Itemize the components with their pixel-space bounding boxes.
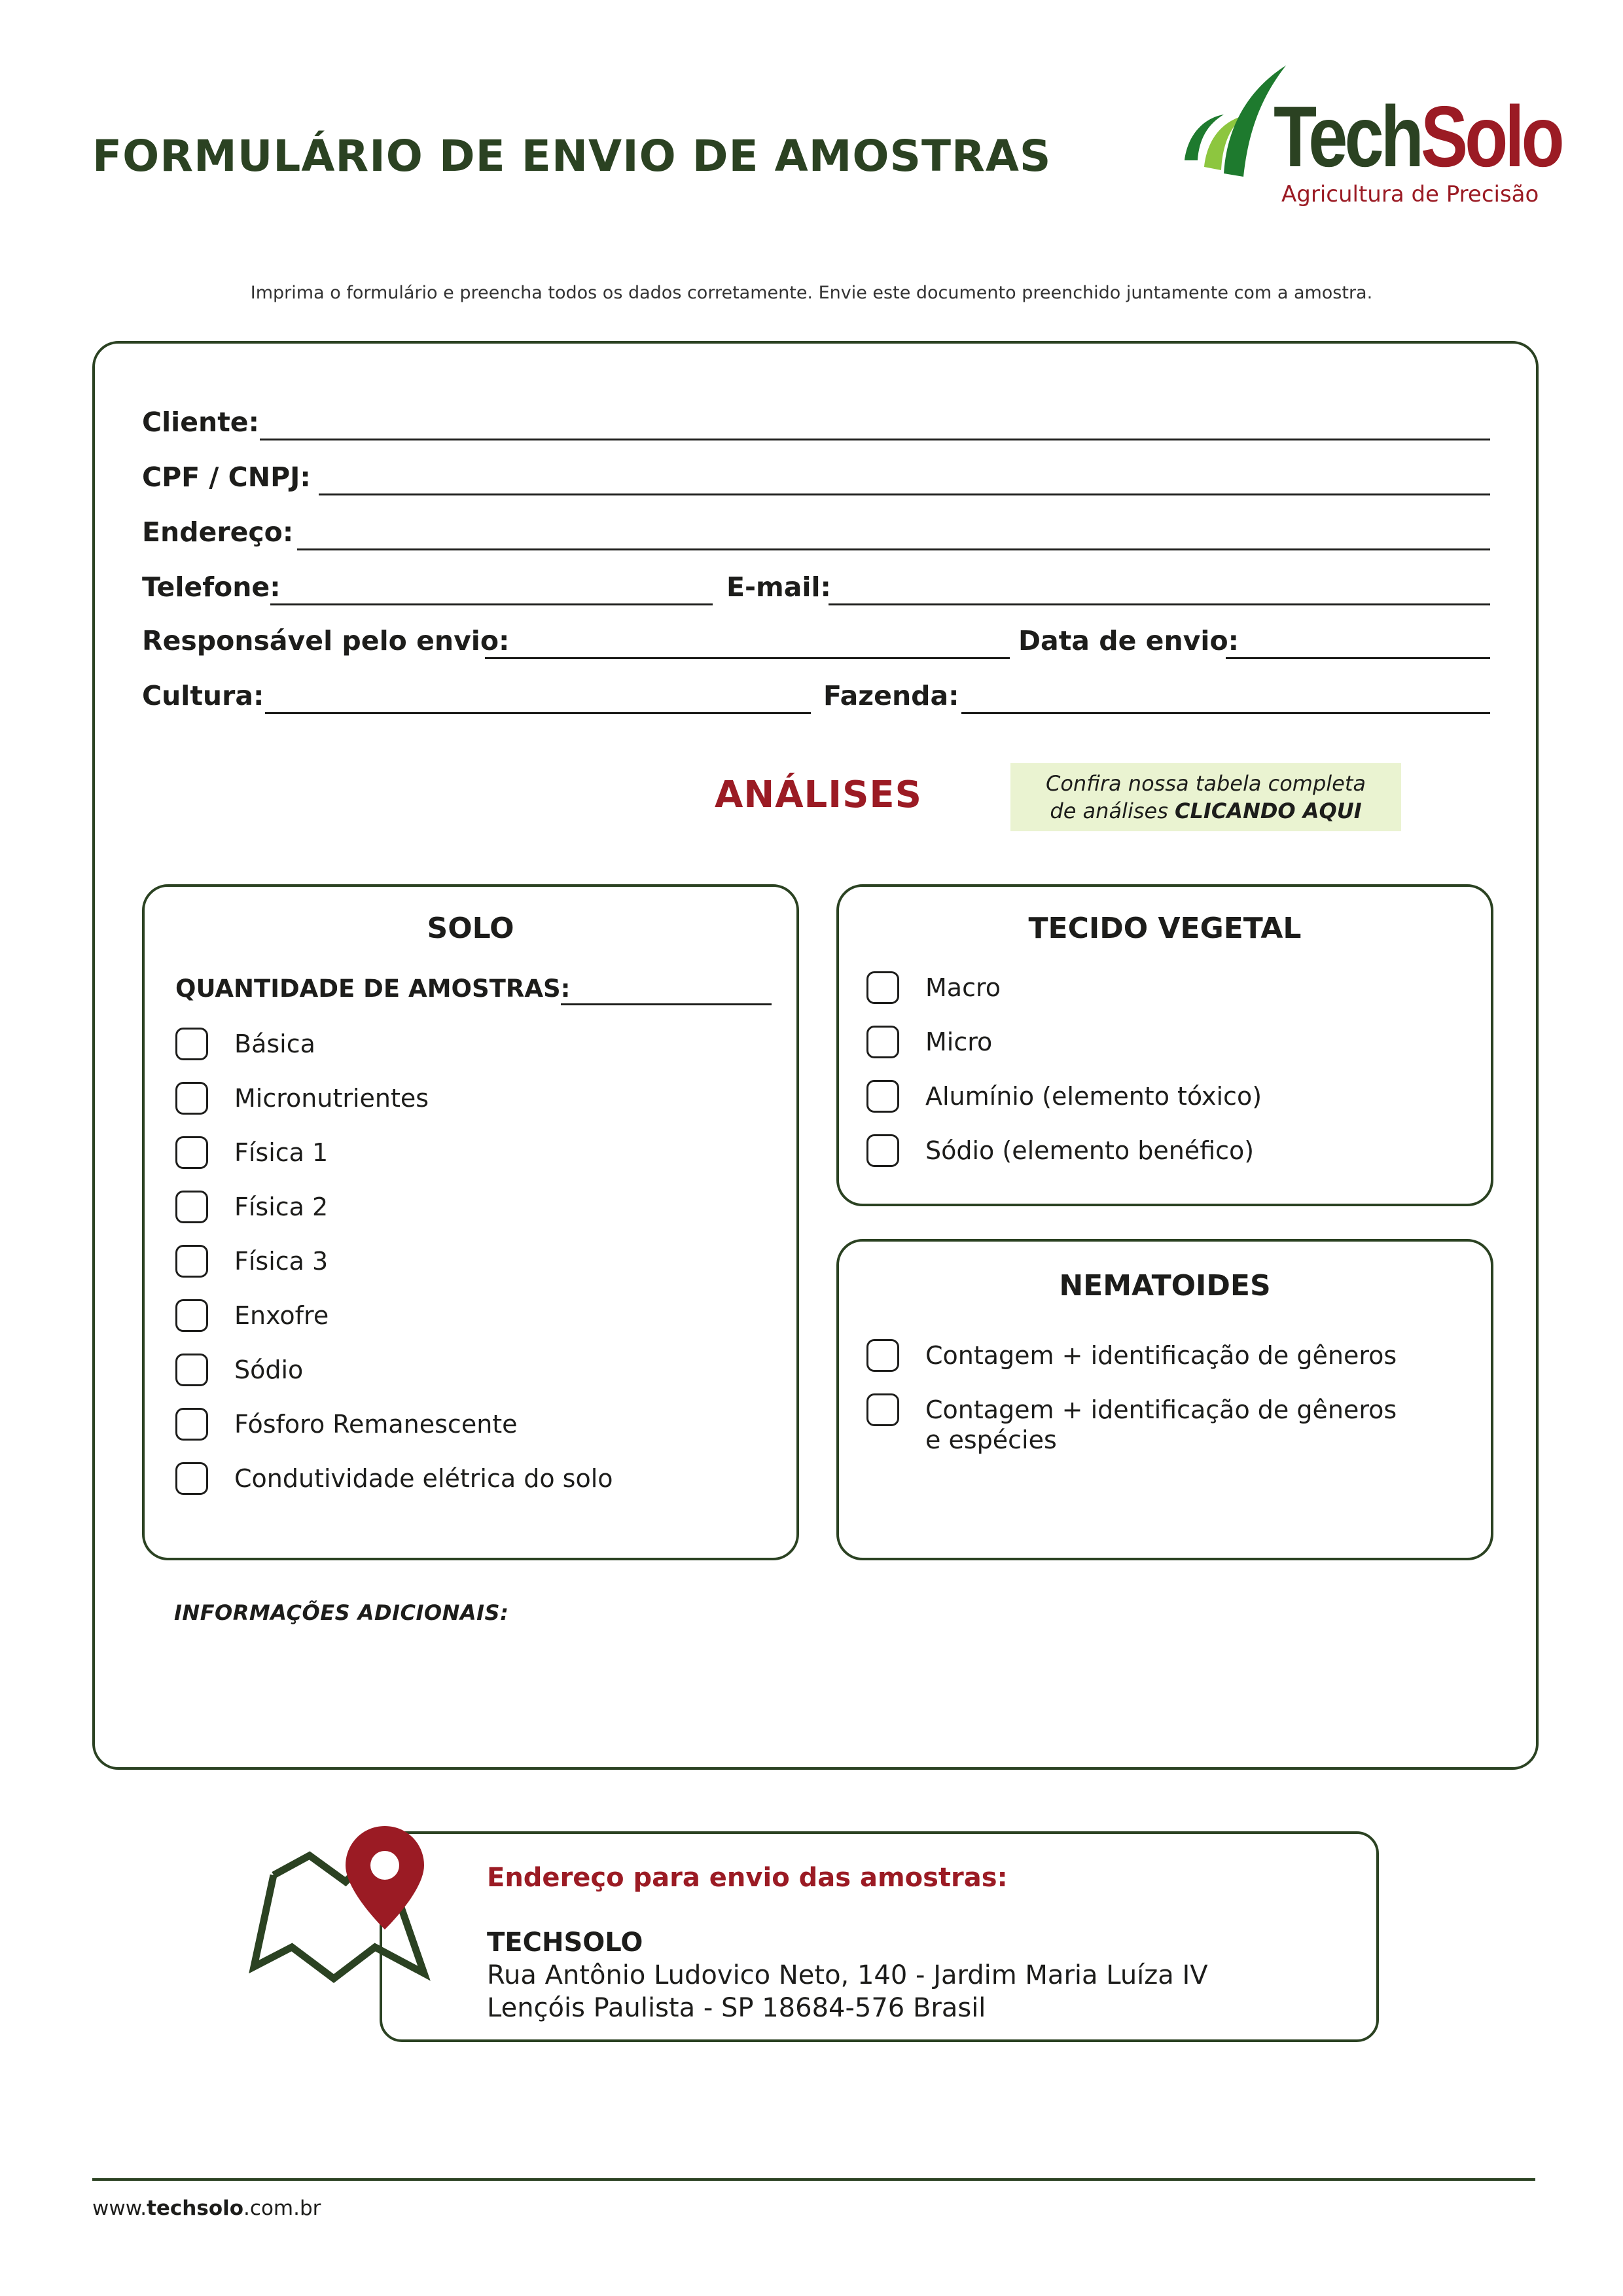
informacoes-adicionais-label: INFORMAÇÕES ADICIONAIS: xyxy=(174,1600,509,1625)
cpf-cnpj-input-line[interactable] xyxy=(319,493,1490,495)
quantidade-label: QUANTIDADE DE AMOSTRAS: xyxy=(175,975,571,1003)
analises-table-link[interactable] xyxy=(1010,763,1401,831)
footer-website-link[interactable]: www.techsolo.com.br xyxy=(92,2197,321,2220)
solo-option-label: Física 2 xyxy=(234,1193,329,1221)
solo-panel xyxy=(142,884,799,1560)
logo-tagline: Agricultura de Precisão xyxy=(1281,181,1539,207)
field-row-cpf xyxy=(142,456,1490,495)
checkbox-icon[interactable] xyxy=(175,1354,208,1386)
solo-title: SOLO xyxy=(427,912,514,945)
map-icon xyxy=(247,1820,437,2016)
checkbox-icon[interactable] xyxy=(175,1028,208,1060)
endereco-input-line[interactable] xyxy=(297,548,1490,550)
fazenda-label: Fazenda: xyxy=(823,680,959,711)
cliente-input-line[interactable] xyxy=(260,439,1490,440)
nematoides-title: NEMATOIDES xyxy=(1059,1269,1271,1302)
telefone-input-line[interactable] xyxy=(270,603,713,605)
solo-option-label: Básica xyxy=(234,1030,315,1058)
nematoides-panel xyxy=(836,1239,1493,1560)
address-heading: Endereço para envio das amostras: xyxy=(487,1863,1008,1893)
checkbox-icon[interactable] xyxy=(175,1191,208,1223)
nematoides-option-label: Contagem + identificação de gêneros e espécies xyxy=(925,1395,1397,1454)
checkbox-icon[interactable] xyxy=(866,1080,899,1113)
telefone-label: Telefone: xyxy=(142,571,281,603)
responsavel-label: Responsável pelo envio: xyxy=(142,625,510,656)
data-envio-input-line[interactable] xyxy=(1226,657,1490,659)
endereco-label: Endereço: xyxy=(142,516,294,548)
fazenda-input-line[interactable] xyxy=(961,712,1490,714)
checkbox-icon[interactable] xyxy=(175,1082,208,1115)
tecido-option-label: Sódio (elemento benéfico) xyxy=(925,1136,1255,1165)
cpf-cnpj-label: CPF / CNPJ: xyxy=(142,461,311,493)
techsolo-logo xyxy=(1178,62,1561,219)
analises-link-line2: de análises CLICANDO AQUI xyxy=(1050,798,1362,823)
solo-option-label: Física 1 xyxy=(234,1138,329,1167)
checkbox-icon[interactable] xyxy=(866,1026,899,1058)
quantidade-input-line[interactable] xyxy=(561,1003,772,1005)
location-pin-icon xyxy=(346,1826,424,1929)
logo-wordmark: TechSolo xyxy=(1274,88,1561,185)
checkbox-icon[interactable] xyxy=(866,1393,899,1426)
nematoides-option-label: Contagem + identificação de gêneros xyxy=(925,1341,1397,1370)
solo-option-label: Fósforo Remanescente xyxy=(234,1410,518,1439)
solo-option-label: Condutividade elétrica do solo xyxy=(234,1464,613,1493)
solo-option-label: Sódio xyxy=(234,1355,304,1384)
solo-option-label: Enxofre xyxy=(234,1301,329,1330)
tecido-option-label: Macro xyxy=(925,973,1001,1002)
checkbox-icon[interactable] xyxy=(866,971,899,1004)
footer-divider xyxy=(92,2178,1535,2181)
leaf-logo-icon xyxy=(1178,62,1289,187)
analises-title: ANÁLISES xyxy=(715,774,922,816)
checkbox-icon[interactable] xyxy=(866,1339,899,1372)
field-row-telefone-email xyxy=(142,566,1490,605)
email-label: E-mail: xyxy=(726,571,831,603)
solo-option-label: Micronutrientes xyxy=(234,1084,429,1113)
responsavel-input-line[interactable] xyxy=(485,657,1010,659)
analises-link-line1: Confira nossa tabela completa xyxy=(1045,771,1366,796)
tecido-vegetal-panel xyxy=(836,884,1493,1206)
checkbox-icon[interactable] xyxy=(175,1299,208,1332)
field-row-responsavel-data xyxy=(142,620,1490,659)
field-row-cultura-fazenda xyxy=(142,675,1490,714)
checkbox-icon[interactable] xyxy=(175,1245,208,1278)
checkbox-icon[interactable] xyxy=(175,1136,208,1169)
address-company: TECHSOLO xyxy=(487,1928,643,1958)
cultura-input-line[interactable] xyxy=(265,712,811,714)
solo-option-label: Física 3 xyxy=(234,1247,329,1276)
cliente-label: Cliente: xyxy=(142,406,259,438)
email-input-line[interactable] xyxy=(829,603,1490,605)
checkbox-icon[interactable] xyxy=(866,1134,899,1167)
tecido-vegetal-title: TECIDO VEGETAL xyxy=(1028,912,1302,945)
address-line-2: Lençóis Paulista - SP 18684-576 Brasil xyxy=(487,1993,986,2023)
page-title: FORMULÁRIO DE ENVIO DE AMOSTRAS xyxy=(92,131,1052,181)
tecido-option-label: Alumínio (elemento tóxico) xyxy=(925,1082,1262,1111)
checkbox-icon[interactable] xyxy=(175,1462,208,1495)
checkbox-icon[interactable] xyxy=(175,1408,208,1441)
tecido-option-label: Micro xyxy=(925,1028,993,1056)
cultura-label: Cultura: xyxy=(142,680,264,711)
instructions-text: Imprima o formulário e preencha todos os dados corretamente. Envie este documento preenchido juntamente com a amostra. xyxy=(250,283,1373,303)
field-row-cliente xyxy=(142,401,1490,440)
field-row-endereco xyxy=(142,511,1490,550)
data-envio-label: Data de envio: xyxy=(1018,625,1240,656)
address-line-1: Rua Antônio Ludovico Neto, 140 - Jardim Maria Luíza IV xyxy=(487,1960,1208,1990)
